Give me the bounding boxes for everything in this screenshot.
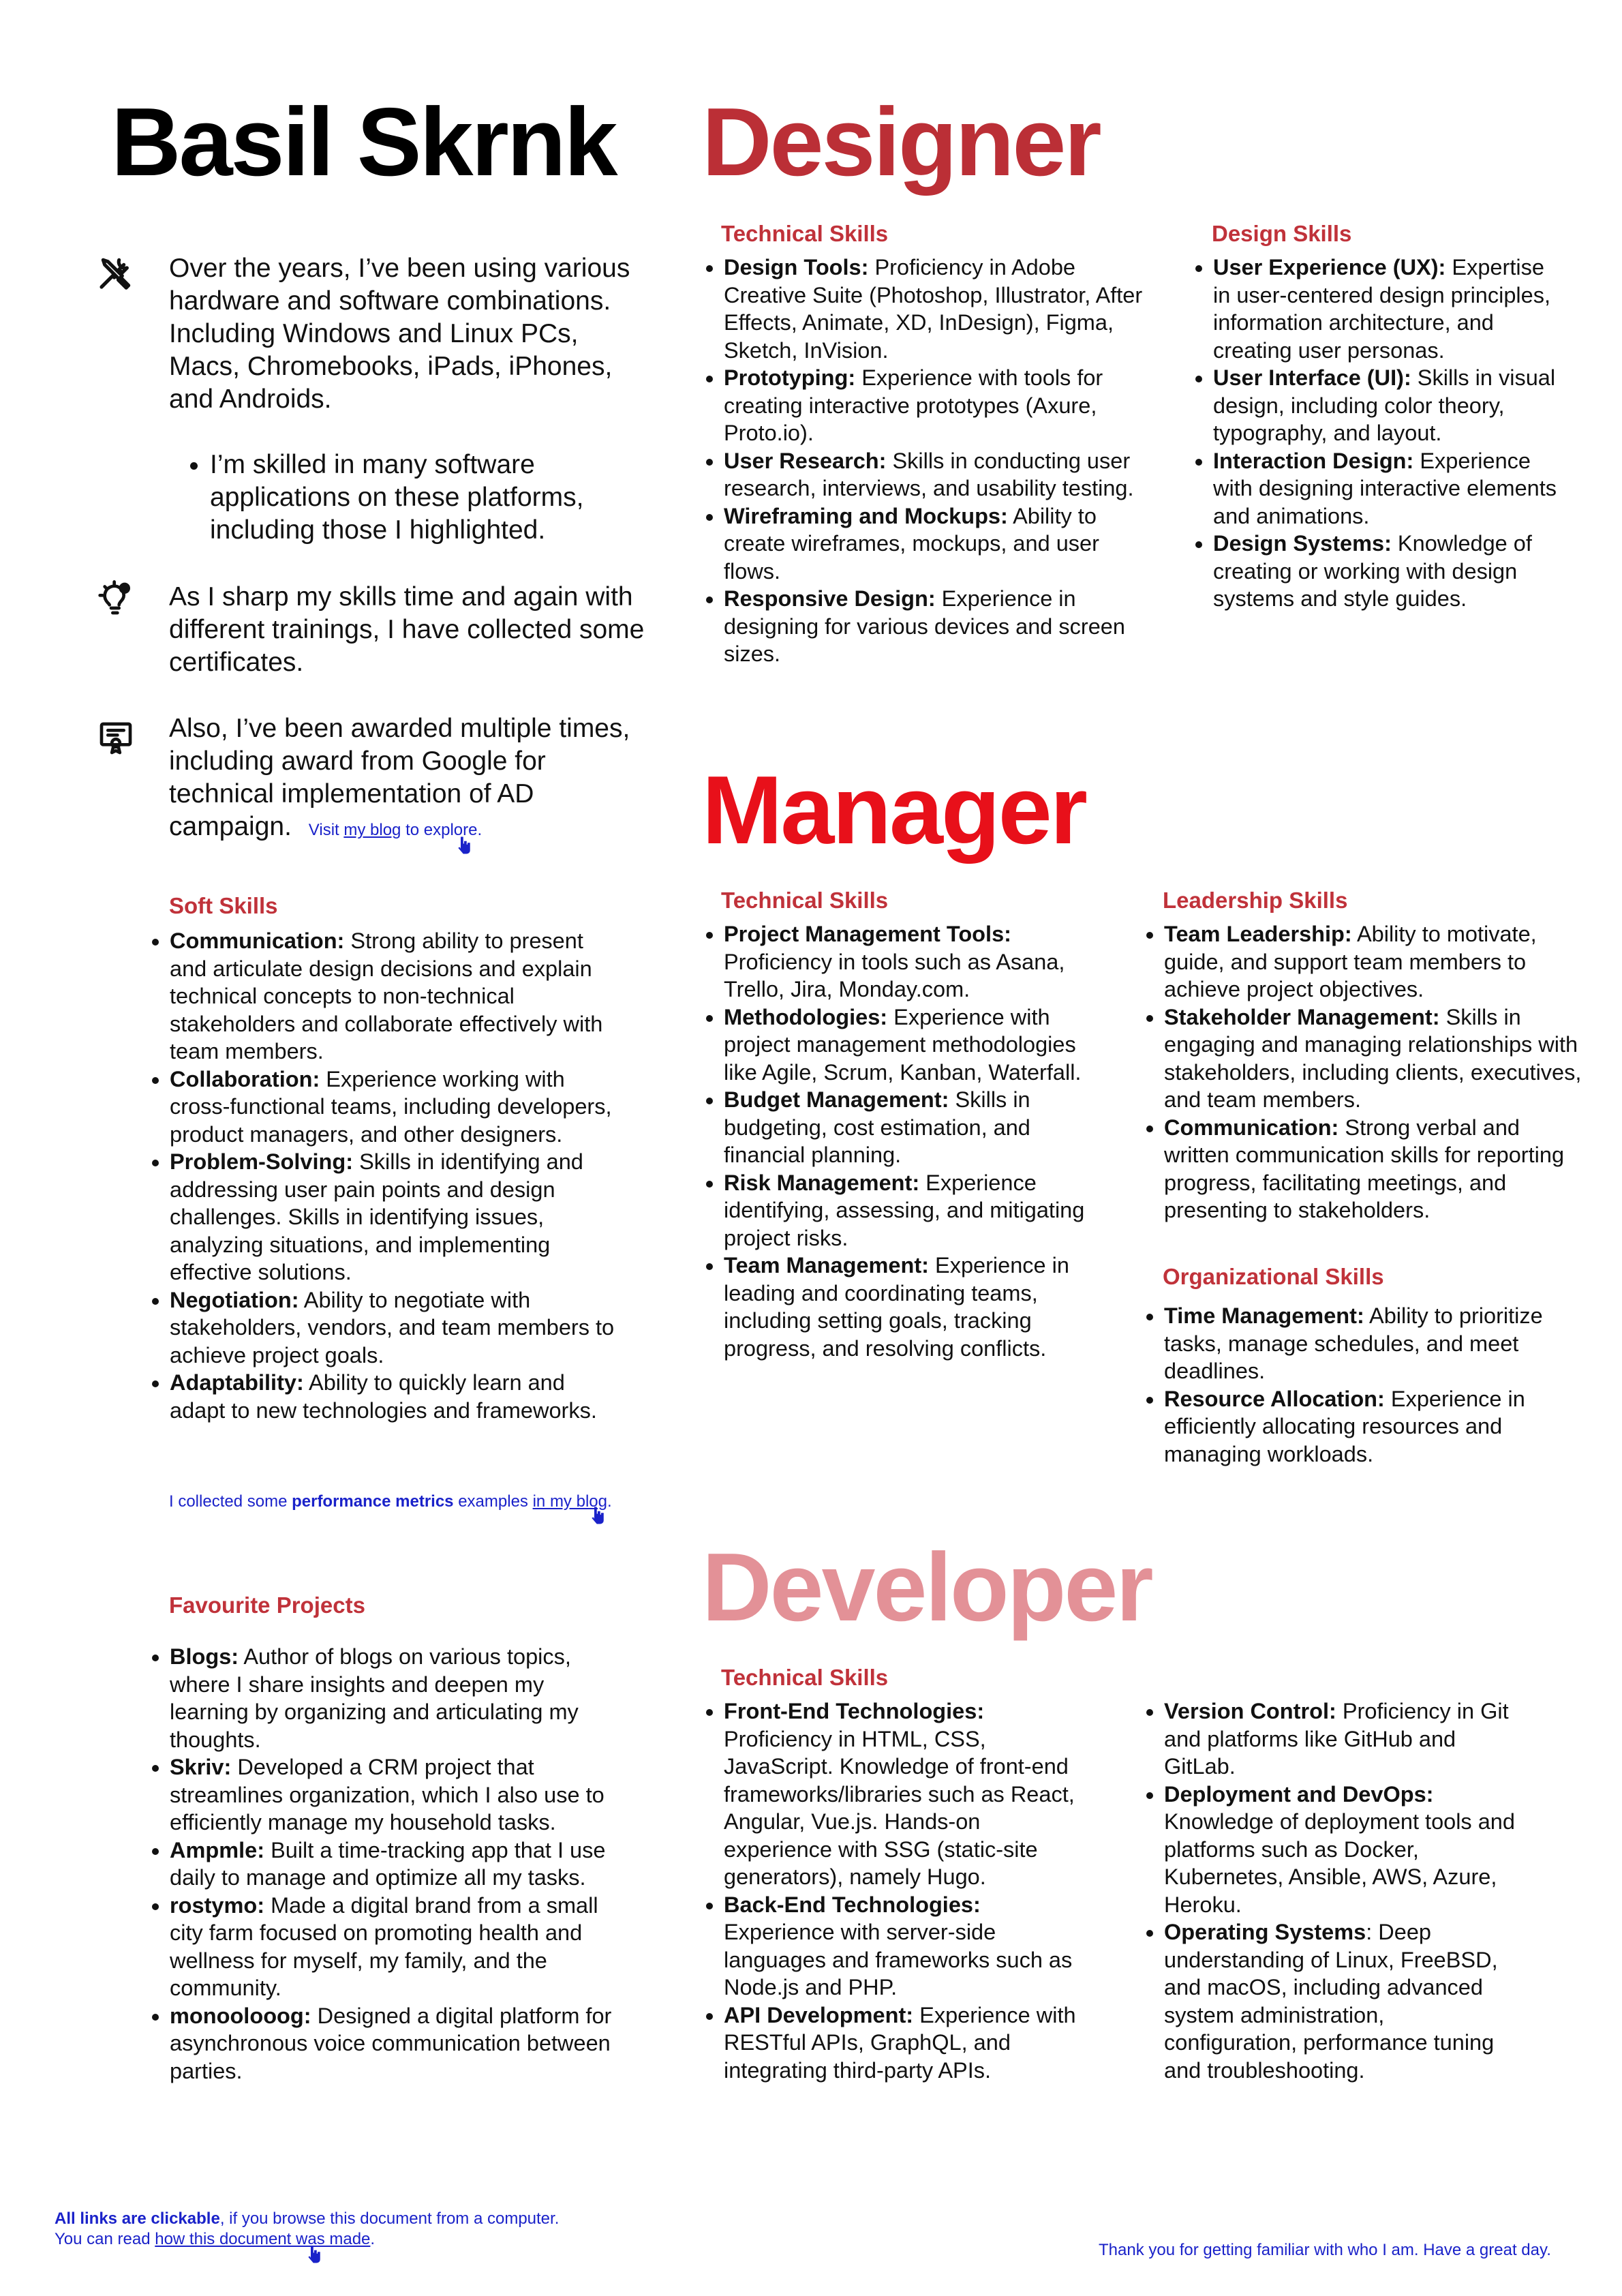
list-item: • Ampmle: Built a time-tracking app that I use daily to manage and optimize all my tasks. (170, 1837, 626, 1892)
list-item: • User Interface (UI): Skills in visual design, including color theory, typography, and layout. (1213, 364, 1567, 447)
developer-technical-heading: Technical Skills (721, 1665, 889, 1690)
metrics-blog-link[interactable]: in my blog (532, 1492, 607, 1511)
list-item: • Wireframing and Mockups: Ability to create wireframes, mockups, and user flows. (724, 502, 1160, 586)
developer-technical-list-1 (699, 1697, 1092, 2084)
role-title-developer: Developer (702, 1533, 1152, 1642)
list-item: • Design Systems: Knowledge of creating or working with design systems and style guides. (1213, 530, 1567, 613)
list-item: • User Research: Skills in conducting user research, interviews, and usability testing. (724, 447, 1160, 502)
list-item: • Version Control: Proficiency in Git and platforms like GitHub and GitLab. (1164, 1697, 1518, 1781)
awards-text: Also, I’ve been awarded multiple times, including award from Google for technical implementation of AD campaign. (169, 714, 630, 841)
list-item: • Negotiation: Ability to negotiate with stakeholders, vendors, and team members to achieve project goals. (170, 1286, 619, 1370)
list-item: • Risk Management: Experience identifying, assessing, and mitigating project risks. (724, 1169, 1105, 1252)
list-item: • Prototyping: Experience with tools for creating interactive prototypes (Axure, Proto.io). (724, 364, 1160, 447)
manager-technical-heading: Technical Skills (721, 888, 889, 913)
list-item: • Communication: Strong verbal and written communication skills for reporting progress, facilitating meetings, and presenting to stakeholders. (1164, 1114, 1587, 1224)
role-title-manager: Manager (702, 756, 1086, 864)
intro-paragraph-awards (169, 712, 653, 843)
design-skills-list (1189, 254, 1567, 613)
list-item: • Interaction Design: Experience with designing interactive elements and animations. (1213, 447, 1567, 530)
designer-technical-list (699, 254, 1160, 668)
footer-note (55, 2209, 804, 2250)
list-item: • Operating Systems: Deep understanding of Linux, FreeBSD, and macOS, including advanced system administration, configuration, performance tuning and troubleshooting. (1164, 1918, 1518, 2084)
footer-line-2: You can read how this document was made. (55, 2230, 376, 2248)
role-title-designer: Designer (702, 88, 1100, 196)
list-item: • Team Management: Experience in leading and coordinating teams, including setting goals, tracking progress, and resolving conflicts. (724, 1252, 1105, 1362)
list-item: • Team Leadership: Ability to motivate, guide, and support team members to achieve project objectives. (1164, 920, 1587, 1003)
list-item: • Budget Management: Skills in budgeting, cost estimation, and financial planning. (724, 1086, 1105, 1169)
leadership-skills-heading: Leadership Skills (1163, 888, 1348, 913)
list-item: • Deployment and DevOps: Knowledge of deployment tools and platforms such as Docker, Kubernetes, Ansible, AWS, Azure, Heroku. (1164, 1781, 1518, 1919)
intro-paragraph-certificates: As I sharp my skills time and again with different trainings, I have collected some certificates. (169, 582, 645, 677)
list-item: • Collaboration: Experience working with cross-functional teams, including developers, product managers, and other designers. (170, 1066, 619, 1149)
pointer-hand-icon (587, 1505, 608, 1529)
list-item: • rostymo: Made a digital brand from a small city farm focused on promoting health and wellness for myself, my family, and the community. (170, 1892, 626, 2002)
list-item: • Problem-Solving: Skills in identifying and addressing user pain points and design challenges. Skills in identifying issues, analyzing situations, and implementing effective solutions. (170, 1148, 619, 1286)
list-item: • Methodologies: Experience with project management methodologies like Agile, Scrum, Kanban, Waterfall. (724, 1003, 1105, 1087)
list-item: • Responsive Design: Experience in designing for various devices and screen sizes. (724, 585, 1160, 668)
soft-skills-list (145, 927, 619, 1424)
list-item: • API Development: Experience with RESTful APIs, GraphQL, and integrating third-party APIs. (724, 2002, 1092, 2085)
intro-bullet-list (169, 449, 680, 547)
list-item: • Communication: Strong ability to present and articulate design decisions and explain technical concepts to non-technical stakeholders and collaborate effectively with team members. (170, 927, 619, 1066)
organizational-skills-heading: Organizational Skills (1163, 1264, 1384, 1289)
list-item: • Design Tools: Proficiency in Adobe Creative Suite (Photoshop, Illustrator, After Effects, Animate, XD, InDesign), Figma, Sketch, InVision. (724, 254, 1160, 364)
projects-list (145, 1643, 626, 2085)
thank-you-note: Thank you for getting familiar with who I am. Have a great day. (1099, 2241, 1551, 2259)
performance-metrics-note: I collected some performance metrics examples in my blog. (169, 1492, 612, 1511)
certificate-icon (97, 719, 135, 757)
list-item: • Front-End Technologies: Proficiency in HTML, CSS, JavaScript. Knowledge of front-end frameworks/libraries such as React, Angular, Vue.js. Hands-on experience with SSG (static-site generators), namely Hugo. (724, 1697, 1092, 1891)
list-item: • Skriv: Developed a CRM project that streamlines organization, which I also use to efficiently manage my household tasks. (170, 1753, 626, 1837)
manager-technical-list (699, 920, 1105, 1362)
list-item: • Blogs: Author of blogs on various topics, where I share insights and deepen my learning by organizing and articulating my thoughts. (170, 1643, 626, 1753)
my-blog-link[interactable]: my blog (343, 821, 401, 839)
pointer-hand-icon (454, 835, 474, 859)
list-item: • Time Management: Ability to prioritize tasks, manage schedules, and meet deadlines. (1164, 1302, 1546, 1385)
list-item: • Stakeholder Management: Skills in engaging and managing relationships with stakeholders, including clients, executives, and team members. (1164, 1003, 1587, 1114)
person-name: Basil Skrnk (111, 88, 616, 196)
footer-line-1: All links are clickable, if you browse this document from a computer. (55, 2209, 560, 2228)
visit-blog-note: Visit my blog to explore. (308, 821, 483, 839)
organizational-skills-list (1139, 1302, 1546, 1468)
developer-technical-list-2 (1139, 1697, 1518, 2084)
intro-paragraph-hardware: Over the years, I’ve been using various hardware and software combinations. Including Windows and Linux PCs, Macs, Chromebooks, iPads, iPhones, and Androids. (169, 254, 630, 414)
lightbulb-gear-icon (97, 579, 135, 618)
list-item: • Resource Allocation: Experience in efficiently allocating resources and managing workloads. (1164, 1385, 1546, 1468)
soft-skills-heading: Soft Skills (169, 893, 278, 918)
leadership-skills-list (1139, 920, 1587, 1224)
list-item: • Project Management Tools: Proficiency in tools such as Asana, Trello, Jira, Monday.com. (724, 920, 1105, 1003)
favourite-projects-heading: Favourite Projects (169, 1592, 365, 1618)
intro-bullet-software: • I’m skilled in many software applications on these platforms, including those I highlighted. (210, 449, 680, 547)
list-item: • Back-End Technologies: Experience with server-side languages and frameworks such as Node.js and PHP. (724, 1891, 1092, 2002)
list-item: • Adaptability: Ability to quickly learn and adapt to new technologies and frameworks. (170, 1369, 619, 1424)
how-made-link[interactable]: how this document was made (155, 2230, 371, 2248)
tools-icon (97, 254, 135, 292)
list-item: • monoolooog: Designed a digital platform for asynchronous voice communication between parties. (170, 2002, 626, 2085)
designer-technical-heading: Technical Skills (721, 221, 889, 246)
list-item: • User Experience (UX): Expertise in user-centered design principles, information architecture, and creating user personas. (1213, 254, 1567, 364)
design-skills-heading: Design Skills (1212, 221, 1352, 246)
pointer-hand-icon (304, 2244, 324, 2268)
